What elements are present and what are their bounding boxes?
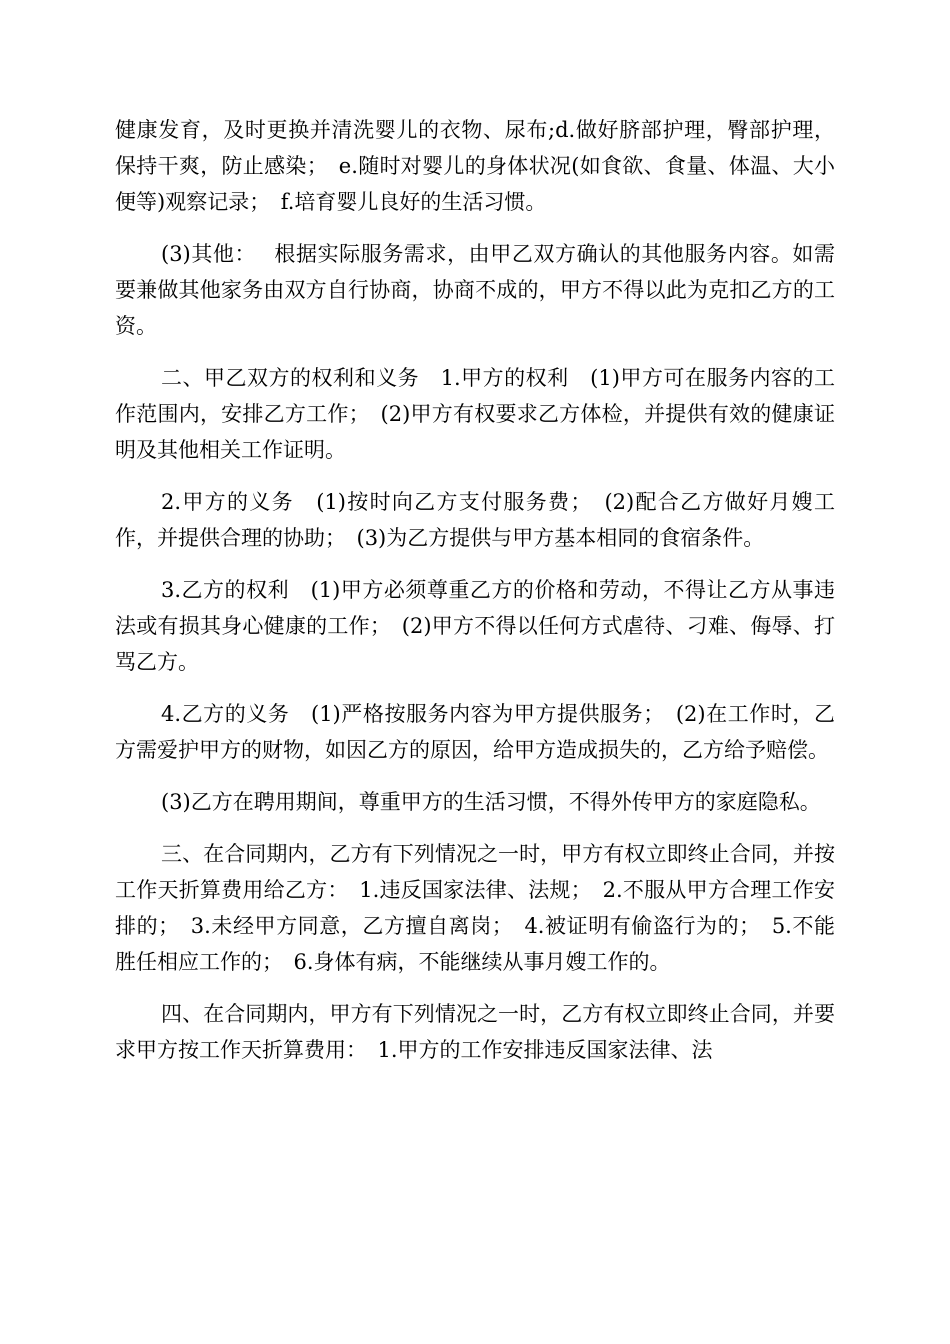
paragraph-section-3-termination-by-a: 三、在合同期内，乙方有下列情况之一时，甲方有权立即终止合同，并按工作天折算费用给乙方： 1.违反国家法律、法规； 2.不服从甲方合理工作安排的； 3.未经甲方同意，乙方擅自离岗； 4.被证明有偷盗行为的； 5.不能胜任相应工作的； 6.身体有病，不能继续从事月嫂工作的。 bbox=[115, 842, 835, 974]
paragraph-other-services: (3)其他： 根据实际服务需求，由甲乙双方确认的其他服务内容。如需要兼做其他家务由双方自行协商，协商不成的，甲方不得以此为克扣乙方的工资。 bbox=[115, 242, 835, 338]
paragraph-section-2-party-a-rights: 二、甲乙双方的权利和义务 1.甲方的权利 (1)甲方可在服务内容的工作范围内，安排乙方工作； (2)甲方有权要求乙方体检，并提供有效的健康证明及其他相关工作证明。 bbox=[115, 366, 835, 462]
paragraph-party-b-obligations: 4.乙方的义务 (1)严格按服务内容为甲方提供服务； (2)在工作时，乙方需爱护甲方的财物，如因乙方的原因，给甲方造成损失的，乙方给予赔偿。 bbox=[115, 702, 835, 762]
paragraph-infant-care-continued: 健康发育，及时更换并清洗婴儿的衣物、尿布;d.做好脐部护理，臀部护理，保持干爽，防止感染； e.随时对婴儿的身体状况(如食欲、食量、体温、大小便等)观察记录； f.培育婴儿良好的生活习惯。 bbox=[115, 118, 835, 214]
paragraph-section-4-termination-by-b: 四、在合同期内，甲方有下列情况之一时，乙方有权立即终止合同，并要求甲方按工作天折算费用： 1.甲方的工作安排违反国家法律、法 bbox=[115, 1002, 835, 1062]
document-page bbox=[115, 112, 835, 1084]
paragraph-privacy: (3)乙方在聘用期间，尊重甲方的生活习惯，不得外传甲方的家庭隐私。 bbox=[161, 790, 821, 814]
paragraph-party-a-obligations: 2.甲方的义务 (1)按时向乙方支付服务费； (2)配合乙方做好月嫂工作，并提供合理的协助； (3)为乙方提供与甲方基本相同的食宿条件。 bbox=[115, 490, 835, 550]
paragraph-party-b-rights: 3.乙方的权利 (1)甲方必须尊重乙方的价格和劳动，不得让乙方从事违法或有损其身心健康的工作； (2)甲方不得以任何方式虐待、刁难、侮辱、打骂乙方。 bbox=[115, 578, 835, 674]
